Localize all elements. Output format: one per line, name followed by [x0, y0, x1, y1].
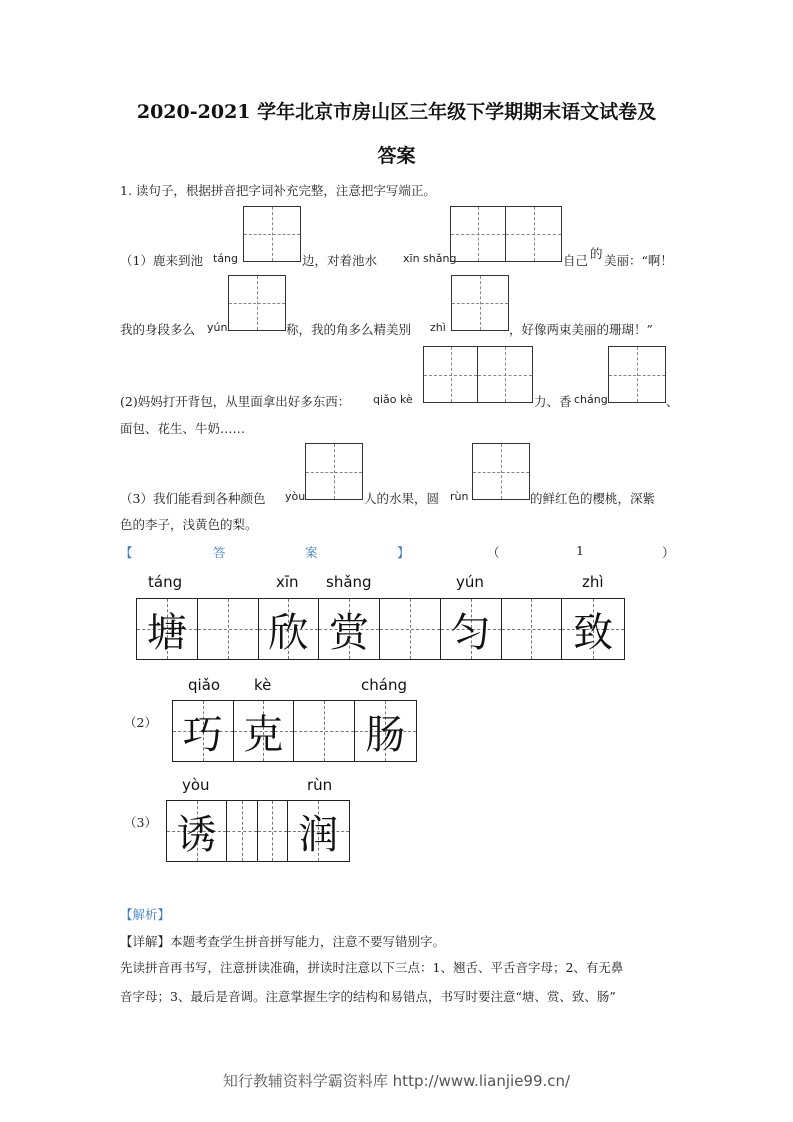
answer1-pinyin-tang: táng [148, 573, 183, 591]
answer1-grid [136, 598, 625, 660]
detail-label: 【详解】 [120, 934, 171, 949]
q2-mid-2: 、 [666, 394, 679, 409]
q3-line2: 色的李子，浅黄色的梨。 [120, 517, 258, 532]
answer1-cell-5 [380, 599, 441, 659]
answer1-pinyin-zhi: zhì [582, 573, 604, 591]
q3-pinyin-1: yòu [285, 490, 306, 503]
answer1-cell-8: 致 [562, 599, 624, 659]
document-title-line2: 答案 [377, 145, 416, 167]
answer1-pinyin-yun: yún [456, 573, 484, 591]
q1-writing-grid-4[interactable] [451, 275, 509, 331]
answer1-cell-3: 欣 [259, 599, 320, 659]
q1-writing-grid-1[interactable] [243, 206, 301, 262]
answer1-pinyin-xin: xīn [276, 573, 299, 591]
answer1-pinyin-shang: shǎng [326, 573, 372, 591]
q2-pinyin-1: qiǎo kè [373, 393, 413, 406]
q1-writing-grid-3[interactable] [228, 275, 286, 331]
q3-writing-grid-2[interactable] [472, 443, 530, 500]
answer-paren-close: ） [662, 545, 675, 560]
answer1-cell-4: 赏 [319, 599, 380, 659]
answer3-label: （3） [124, 815, 157, 830]
answer2-cell-4: 肠 [355, 701, 416, 761]
q2-prefix: (2)妈妈打开背包，从里面拿出好多东西： [120, 394, 351, 409]
q2-writing-grid-2[interactable] [608, 346, 666, 403]
q1-writing-grid-2[interactable] [450, 206, 562, 262]
answer1-cell-2 [198, 599, 259, 659]
q3-mid-1: 人的水果，圆 [364, 491, 440, 506]
q2-line2: 面包、花生、牛奶…… [120, 421, 246, 436]
answer-bracket-close: 】 [397, 545, 410, 560]
q1-mid-5: ，好像两束美丽的珊瑚！” [509, 322, 653, 337]
q3-writing-grid-1[interactable] [305, 443, 363, 500]
q1-mid-3: 美丽：“啊！ [604, 253, 673, 268]
answer1-cell-1: 塘 [137, 599, 198, 659]
q1-mid-1: 边，对着池水 [302, 253, 378, 268]
answer3-cell-1: 诱 [167, 801, 227, 861]
q1-pinyin-3: yún [207, 321, 228, 334]
q1-mid-2: 自己 [563, 253, 589, 268]
q1-pinyin-1: táng [213, 252, 239, 265]
document-title: 2020-2021 学年北京市房山区三年级下学期期末语文试卷及 [136, 101, 657, 123]
answer2-cell-1: 巧 [173, 701, 234, 761]
explanation-line-2: 音字母；3、最后是音调。注意掌握生字的结构和易错点，书写时要注意“塘、赏、致、肠” [120, 989, 616, 1004]
analysis-label: 【解析】 [120, 907, 171, 922]
q3-pinyin-2: rùn [450, 490, 469, 503]
answer-bracket-open: 【 [120, 545, 133, 560]
detail-text: 本题考查学生拼音拼写能力，注意不要写错别字。 [170, 934, 446, 949]
answer1-cell-7 [502, 599, 563, 659]
answer2-pinyin-chang: cháng [361, 676, 407, 694]
answer2-label: （2） [124, 715, 157, 730]
q3-prefix: （3）我们能看到各种颜色 [120, 491, 266, 506]
answer2-cell-2: 克 [234, 701, 295, 761]
answer3-cell-4: 润 [288, 801, 349, 861]
q1-pinyin-4: zhì [430, 321, 446, 334]
q1-mid-4: 称，我的角多么精美别 [286, 322, 412, 337]
footer-watermark: 知行教辅资料学霸资料库 http://www.lianjie99.cn/ [222, 1072, 571, 1090]
answer-label-2: 案 [305, 545, 318, 560]
detail-paragraph [120, 932, 445, 950]
answer3-pinyin-run: rùn [307, 776, 333, 794]
q3-mid-2: 的鲜红色的樱桃，深紫 [530, 491, 656, 506]
q2-writing-grid-1[interactable] [423, 346, 533, 403]
q2-pinyin-2: cháng [574, 393, 608, 406]
answer3-cell-2 [227, 801, 258, 861]
answer2-cell-3 [294, 701, 355, 761]
answer2-pinyin-ke: kè [254, 676, 272, 694]
q2-mid-1: 力、香 [534, 394, 572, 409]
q1-de: 的 [590, 246, 603, 261]
answer1-cell-6: 匀 [441, 599, 502, 659]
answer2-grid [172, 700, 417, 762]
answer-paren-open: （ [487, 545, 500, 560]
answer3-grid [166, 800, 350, 862]
question-stem: 1. 读句子，根据拼音把字词补充完整，注意把字写端正。 [120, 183, 436, 198]
q1-line2-prefix: 我的身段多么 [120, 322, 196, 337]
q1-prefix: （1）鹿来到池 [120, 253, 203, 268]
answer2-pinyin-qiao: qiǎo [188, 676, 221, 694]
answer3-pinyin-you: yòu [182, 776, 210, 794]
answer-number: 1 [576, 543, 584, 558]
explanation-line-1: 先读拼音再书写，注意拼读准确，拼读时注意以下三点：1、翘舌、平舌音字母；2、有无鼻 [120, 960, 624, 975]
q1-pinyin-2: xīn shǎng [403, 252, 457, 265]
answer-label-1: 答 [213, 545, 226, 560]
answer3-cell-3 [258, 801, 288, 861]
